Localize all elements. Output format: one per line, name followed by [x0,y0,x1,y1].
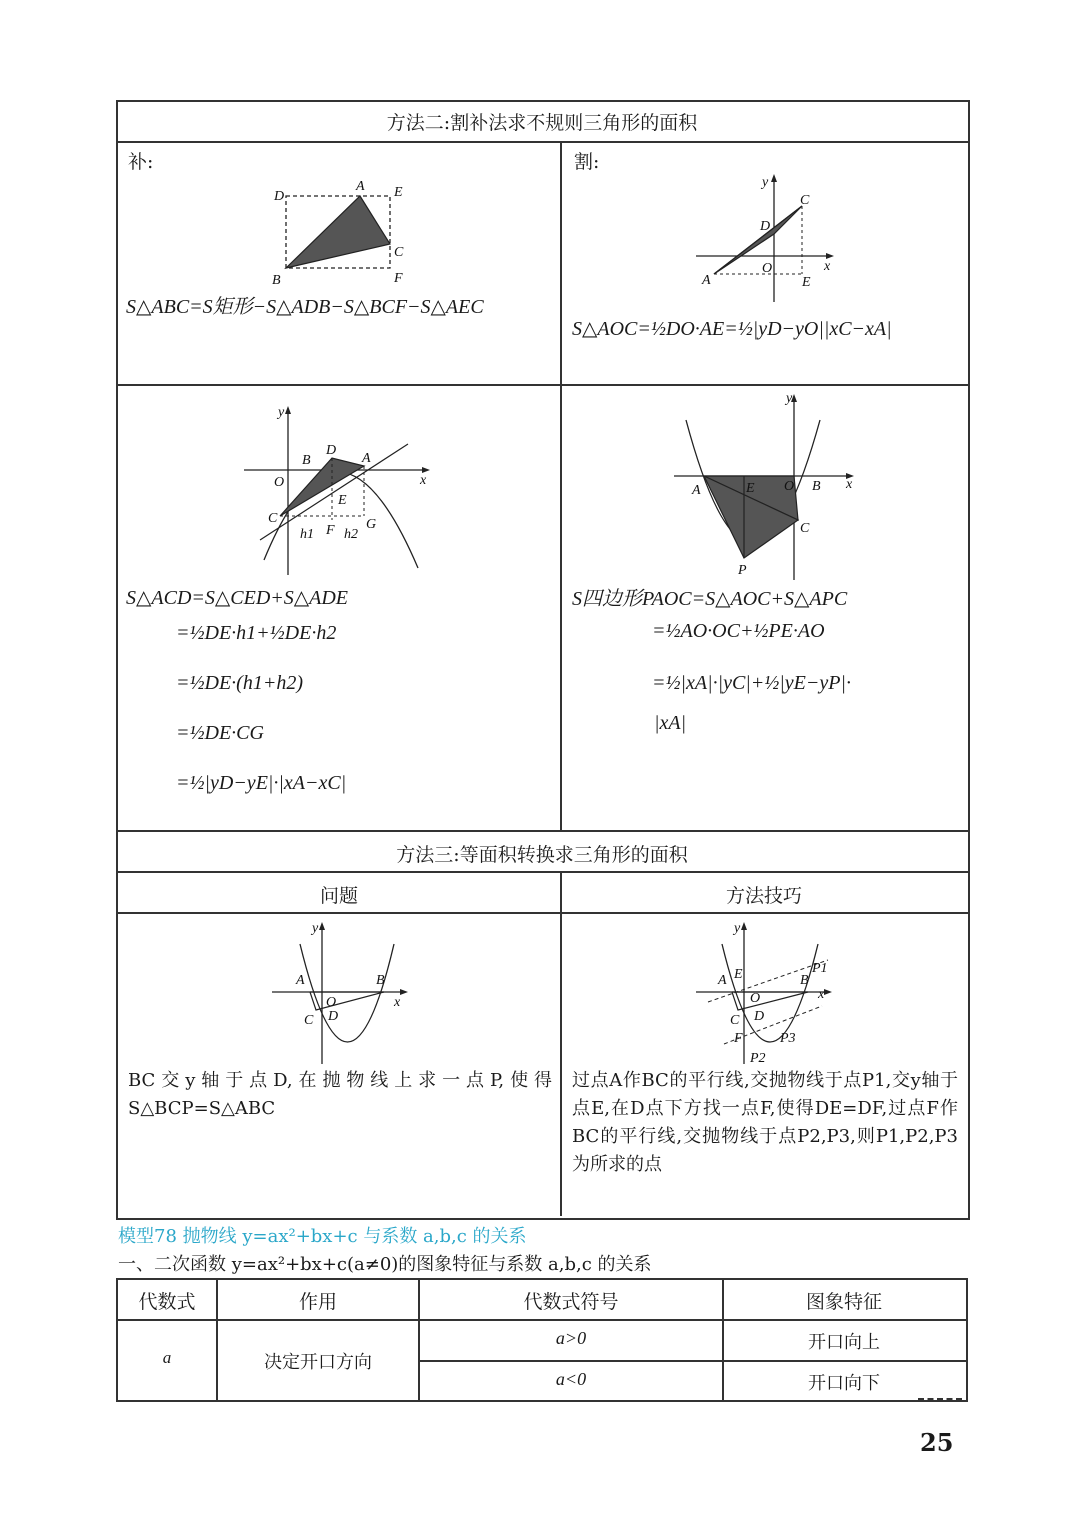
fig3-label-y: y [278,405,285,420]
table-cell-feature: 开口向下 [808,1373,880,1394]
fig6-label-f: F [734,1031,743,1046]
coefficient-table [116,1278,968,1402]
fig1-label-b: B [272,273,281,288]
fig5-label-x: x [394,995,401,1010]
fig1-label-e: E [394,185,403,200]
fig5-label-b: B [376,973,385,988]
rule [116,830,968,832]
fig4-label-b: B [812,479,821,494]
fig4-label-e: E [746,481,755,496]
table-header: 图象特征 [805,1291,882,1313]
fig4-label-a: A [692,483,701,498]
fig1-label-f: F [394,271,403,286]
fig2-label-d: D [760,219,771,234]
fig1-label-d: D [274,189,285,204]
fig5-label-y: y [312,921,319,936]
fig5-label-c: C [304,1013,314,1028]
fig6-label-d: D [754,1009,765,1024]
formula-paoc-4: |xA| [654,712,687,734]
rule [116,141,968,143]
fig4-label-y: y [786,391,793,406]
formula-acd-5: =½|yD−yE|·|xA−xC| [176,772,347,794]
formula-acd-4: =½DE·CG [176,722,264,744]
fig4-label-o: O [784,479,795,494]
fig6-label-o: O [750,991,761,1006]
fig2-label-c: C [800,193,810,208]
fig4-label-x: x [846,477,853,492]
figure-parabola-paoc [670,390,870,580]
formula-paoc-1: S四边形PAOC=S△AOC+S△APC [572,588,848,610]
figure-technique-parabola [690,918,840,1068]
rule [560,141,562,831]
fig3-label-h2: h2 [344,527,358,542]
fig2-label-y: y [762,175,769,190]
model-heading: 模型78 抛物线 y=ax²+bx+c 与系数 a,b,c 的关系 [118,1226,527,1247]
formula-acd-1: S△ACD=S△CED+S△ADE [126,587,349,609]
formula-acd-2: =½DE·h1+½DE·h2 [176,622,337,644]
problem-text: BC交y轴于点D,在抛物线上求一点P,使得S△BCP=S△ABC [128,1070,552,1119]
fig2-label-e: E [802,275,811,290]
fig1-label-c: C [394,245,404,260]
page-number: 25 [920,1428,954,1457]
table-header: 作用 [298,1291,337,1313]
column-technique: 方法技巧 [725,885,802,907]
fig3-label-c: C [268,511,278,526]
fig1-label-a: A [356,179,365,194]
fig6-label-b: B [800,973,809,988]
fig3-label-e: E [338,493,347,508]
fig6-label-e: E [734,967,743,982]
table-cell-sign: a<0 [555,1369,587,1389]
fig4-label-c: C [800,521,810,536]
fig3-label-g: G [366,517,377,532]
figure-parabola-acd [240,400,440,575]
fig6-label-y: y [734,921,741,936]
fig6-label-x: x [818,987,825,1002]
fig3-label-b: B [302,453,311,468]
figure-cut-triangle [690,172,840,302]
fig6-label-p1: P1 [812,961,828,976]
ge-label: 割: [574,151,600,173]
method2-title: 方法二:割补法求不规则三角形的面积 [386,112,698,134]
formula-bu-text: S△ABC=S矩形−S△ADB−S△BCF−S△AEC [126,296,484,318]
table-cell-symbol: a [162,1348,172,1367]
formula-ge-text: S△AOC=½DO·AE=½|yD−yO||xC−xA| [572,318,892,340]
formula-ge [572,316,892,341]
fig6-label-a: A [718,973,727,988]
method-table-frame [116,100,970,1220]
rule [116,871,968,873]
rule [560,871,562,1216]
fig5-label-a: A [296,973,305,988]
fig6-label-p2: P2 [750,1051,766,1066]
table-header: 代数式符号 [523,1291,619,1313]
bu-label: 补: [128,151,154,173]
table-cell-feature: 开口向上 [808,1332,880,1353]
fig3-label-x: x [420,473,427,488]
fig6-label-p3: P3 [780,1031,796,1046]
rule [116,384,968,386]
fig5-label-o: O [326,995,337,1010]
method3-title: 方法三:等面积转换求三角形的面积 [396,844,688,866]
continuation-mark [918,1398,962,1400]
table-cell-sign: a>0 [555,1328,587,1348]
fig4-label-p: P [738,563,747,578]
formula-paoc-2: =½AO·OC+½PE·AO [652,620,825,642]
fig3-label-o: O [274,475,285,490]
table-cell-role: 决定开口方向 [264,1352,372,1373]
fig2-label-o: O [762,261,773,276]
fig3-label-a: A [362,451,371,466]
rule [116,912,968,914]
fig3-label-f: F [326,523,335,538]
fig5-label-d: D [328,1009,339,1024]
fig3-label-h1: h1 [300,527,314,542]
formula-paoc-3: =½|xA|·|yC|+½|yE−yP|· [652,672,851,694]
fig3-label-d: D [326,443,337,458]
fig2-label-a: A [702,273,711,288]
model-subheading: 一、二次函数 y=ax²+bx+c(a≠0)的图象特征与系数 a,b,c 的关系 [118,1254,652,1275]
technique-text: 过点A作BC的平行线,交抛物线于点P1,交y轴于点E,在D点下方找一点F,使得DE=DF,过点F作BC的平行线,交抛物线于点P2,P3,则P1,P2,P3为所求的点 [572,1070,958,1175]
figure-problem-parabola [266,918,416,1068]
column-problem: 问题 [319,885,358,907]
formula-acd-3: =½DE·(h1+h2) [176,672,303,694]
fig6-label-c: C [730,1013,740,1028]
figure-rectangle-triangle [266,178,416,288]
formula-bu [126,290,484,319]
table-header: 代数式 [138,1291,196,1313]
fig2-label-x: x [824,259,831,274]
